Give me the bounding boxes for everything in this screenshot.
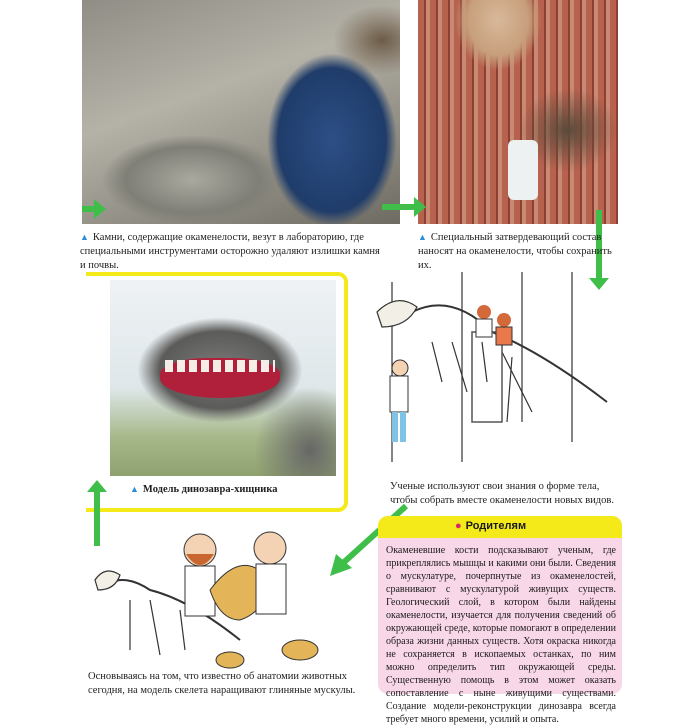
photo-lab-worker	[82, 0, 400, 224]
photo-dinosaur-model	[110, 280, 336, 476]
parents-title	[455, 520, 526, 532]
illustration-clay-model	[90, 520, 360, 680]
illustration-skeleton-assembly	[372, 272, 622, 472]
bullet-dot-icon: ●	[455, 520, 462, 532]
parents-text: Окаменевшие кости подсказывают ученым, где прикреплялись мышцы и какими они были. Сведения о мускулатуре, почерпнутые из окаменелостей, сравнивают с мускулатурой живущих существ. Геологический слой, в котором были найдены окаменелости, изучается для получения сведений об окружающей среде, которые помогают в определении образа жизни данных существ. Хотя окраска никогда не сохраняется в ископаемых останках, по ним можно определить тип окружающей среды. Существенную помощь в этом может оказать сопоставление с ныне живущими существами. Создание модели-реконструкции динозавра всегда требует много времени, усилий и опыта.	[386, 545, 616, 725]
bullet-icon: ▲	[80, 232, 89, 242]
caption-scientists	[390, 480, 620, 508]
parents-title-text: Родителям	[465, 520, 527, 532]
caption-model-text: Модель динозавра-хищника	[142, 484, 278, 495]
bullet-icon: ▲	[130, 484, 139, 494]
caption-lab	[80, 230, 380, 273]
caption-coating	[418, 230, 618, 273]
caption-muscles-text: Основываясь на том, что известно об анатомии животных сегодня, на модель скелета наращивают глиняные мускулы.	[88, 671, 356, 696]
caption-muscles	[88, 670, 358, 698]
photo-applying-coating	[418, 0, 618, 224]
bullet-icon: ▲	[418, 232, 427, 242]
arrow-right-icon	[82, 206, 96, 212]
caption-model	[130, 482, 340, 497]
caption-scientists-text: Ученые используют свои знания о форме тела, чтобы собрать вместе окаменелости новых видов.	[390, 481, 614, 506]
caption-coating-text: Специальный затвердевающий состав наносят на окаменелости, чтобы сохранить их.	[418, 232, 612, 271]
arrow-right-icon	[382, 204, 416, 210]
caption-lab-text: Камни, содержащие окаменелости, везут в лабораторию, где специальными инструментами осторожно удаляют излишки камня и почвы.	[80, 232, 380, 271]
